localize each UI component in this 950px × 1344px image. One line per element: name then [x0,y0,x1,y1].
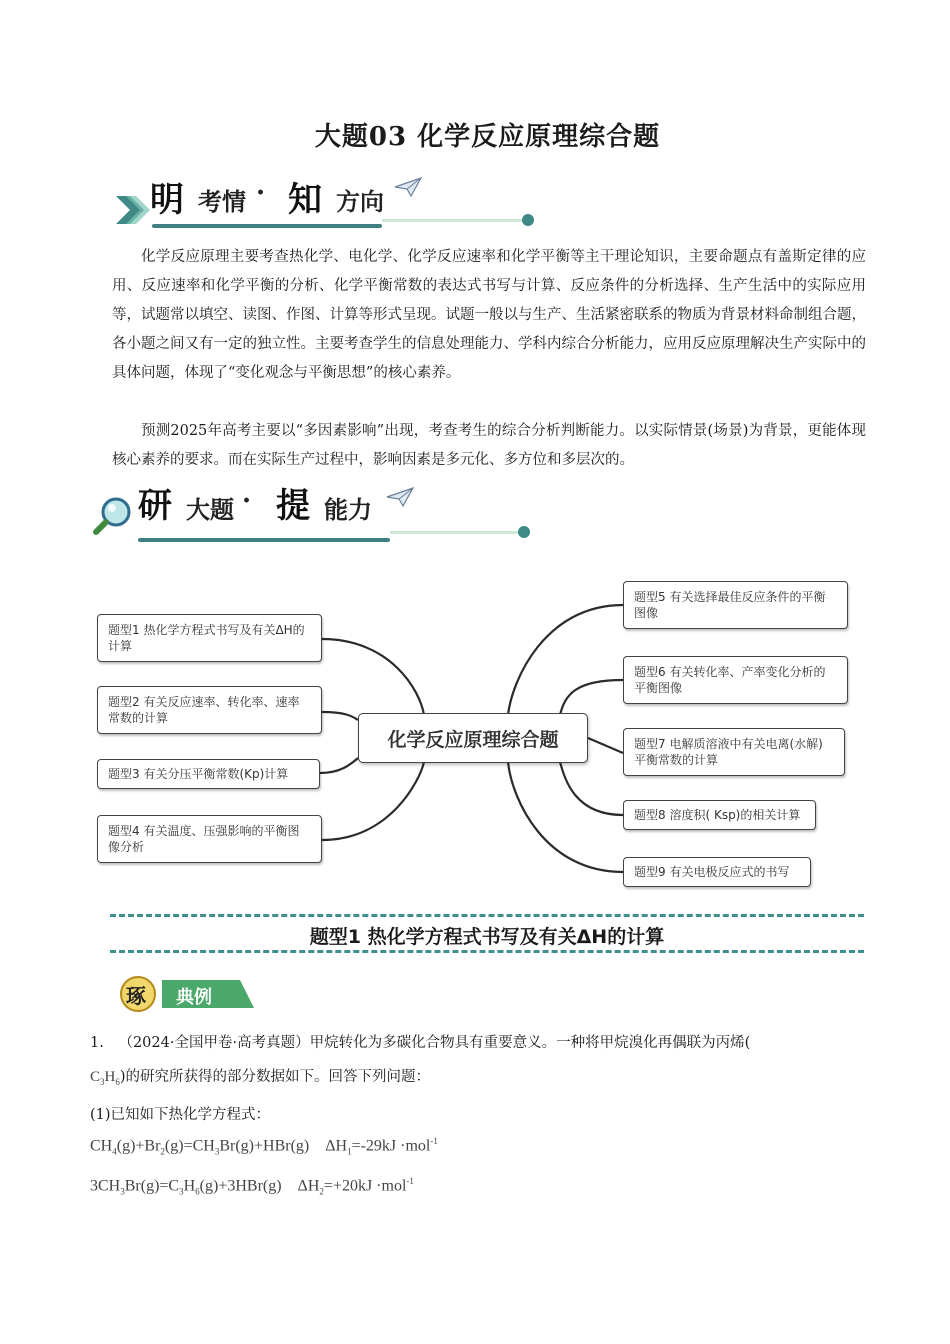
thermo-equation-2: $3CH_3Br(g)=C_3H_6(g)+3HBr(g)$ $\Delta H_2=+20kJ \cdot mol^{-1}$ [90,1176,414,1197]
mindmap-node-type4: 题型4 有关温度、压强影响的平衡图像分析 [97,815,322,863]
page-title: 大题03 化学反应原理综合题 [314,122,661,152]
chevron-icon [112,190,152,230]
example-tag [118,974,258,1014]
question-text-cont: )的研究所获得的部分数据如下。回答下列问题： [119,1069,431,1085]
banner-line-end [518,526,530,538]
dh1-value: =-29kJ ·mol [351,1137,431,1155]
banner-char: 研 [138,486,172,526]
paper-plane-icon [386,486,414,508]
banner-word: 方向 [336,188,384,216]
banner-word: 能力 [324,496,372,524]
mindmap-node-type2: 题型2 有关反应速率、转化率、速率常数的计算 [97,686,322,734]
section-banner-exam-trends [112,168,552,238]
banner-char: 提 [276,486,310,526]
formula-c3h6: $C_3H_6$ [90,1069,120,1087]
banner-line-end [522,214,534,226]
banner-dot: · [256,178,266,208]
divider-bottom [110,950,864,953]
banner-underline [138,538,390,542]
mindmap-node-type1: 题型1 热化学方程式书写及有关ΔH的计算 [97,614,322,662]
example-seal-char: 琢 [126,984,146,1008]
mindmap-node-type7: 题型7 电解质溶液中有关电离(水解)平衡常数的计算 [623,728,845,776]
banner-word: 考情 [198,188,246,216]
example-label: 典例 [176,987,212,1008]
banner-line [382,219,524,222]
mindmap-node-type3: 题型3 有关分压平衡常数(Kp)计算 [97,759,320,789]
question-number: 1. [90,1035,104,1051]
divider-top [110,914,864,917]
mindmap-center-node: 化学反应原理综合题 [358,713,588,763]
mindmap-node-type5: 题型5 有关选择最佳反应条件的平衡图像 [623,581,848,629]
magnifier-icon [92,494,134,536]
banner-word: 大题 [186,496,234,524]
banner-char: 知 [288,180,322,220]
banner-dot: · [242,486,252,516]
dh2-value: =+20kJ ·mol [323,1177,407,1195]
thermo-equation-1: $CH_4(g)+Br_2(g)=CH_3Br(g)+HBr(g)$ $\Delta H_1=-29kJ \cdot mol^{-1}$ [90,1136,438,1157]
paper-plane-icon [394,176,422,198]
question-line-2 [90,1066,860,1093]
question-text: （2024·全国甲卷·高考真题）甲烷转化为多碳化合物具有重要意义。一种将甲烷溴化再偶联为丙烯( [118,1035,751,1051]
banner-line [390,531,520,534]
mindmap-node-type9: 题型9 有关电极反应式的书写 [623,857,811,887]
intro-paragraph-2: 预测2025年高考主要以“多因素影响”出现，考查考生的综合分析判断能力。以实际情景(场景)为背景，更能体现核心素养的要求。而在实际生产过程中，影响因素是多元化、多方位和多层次的。 [112,423,866,468]
mindmap-node-type6: 题型6 有关转化率、产率变化分析的平衡图像 [623,656,848,704]
mindmap-node-type8: 题型8 溶度积( Ksp)的相关计算 [623,800,816,830]
banner-char: 明 [150,180,184,220]
intro-paragraph-1: 化学反应原理主要考查热化学、电化学、化学反应速率和化学平衡等主干理论知识，主要命题点有盖斯定律的应用、反应速率和化学平衡的分析、化学平衡常数的表达式书写与计算、反应条件的分析选择、生产生活中的实际应用等，试题常以填空、读图、作图、计算等形式呈现。试题一般以与生产、生活紧密联系的物质为背景材料命制组合题，各小题之间又有一定的独立性。主要考查学生的信息处理能力、学科内综合分析能力，应用反应原理解决生产实际中的具体问题，体现了“变化观念与平衡思想”的核心素养。 [112,249,866,381]
subquestion-1: (1)已知如下热化学方程式： [90,1107,271,1123]
question-line-1 [90,1032,860,1054]
section-banner-ability [92,476,532,546]
type1-heading: 题型1 热化学方程式书写及有关ΔH的计算 [309,926,665,948]
banner-underline [152,224,382,228]
